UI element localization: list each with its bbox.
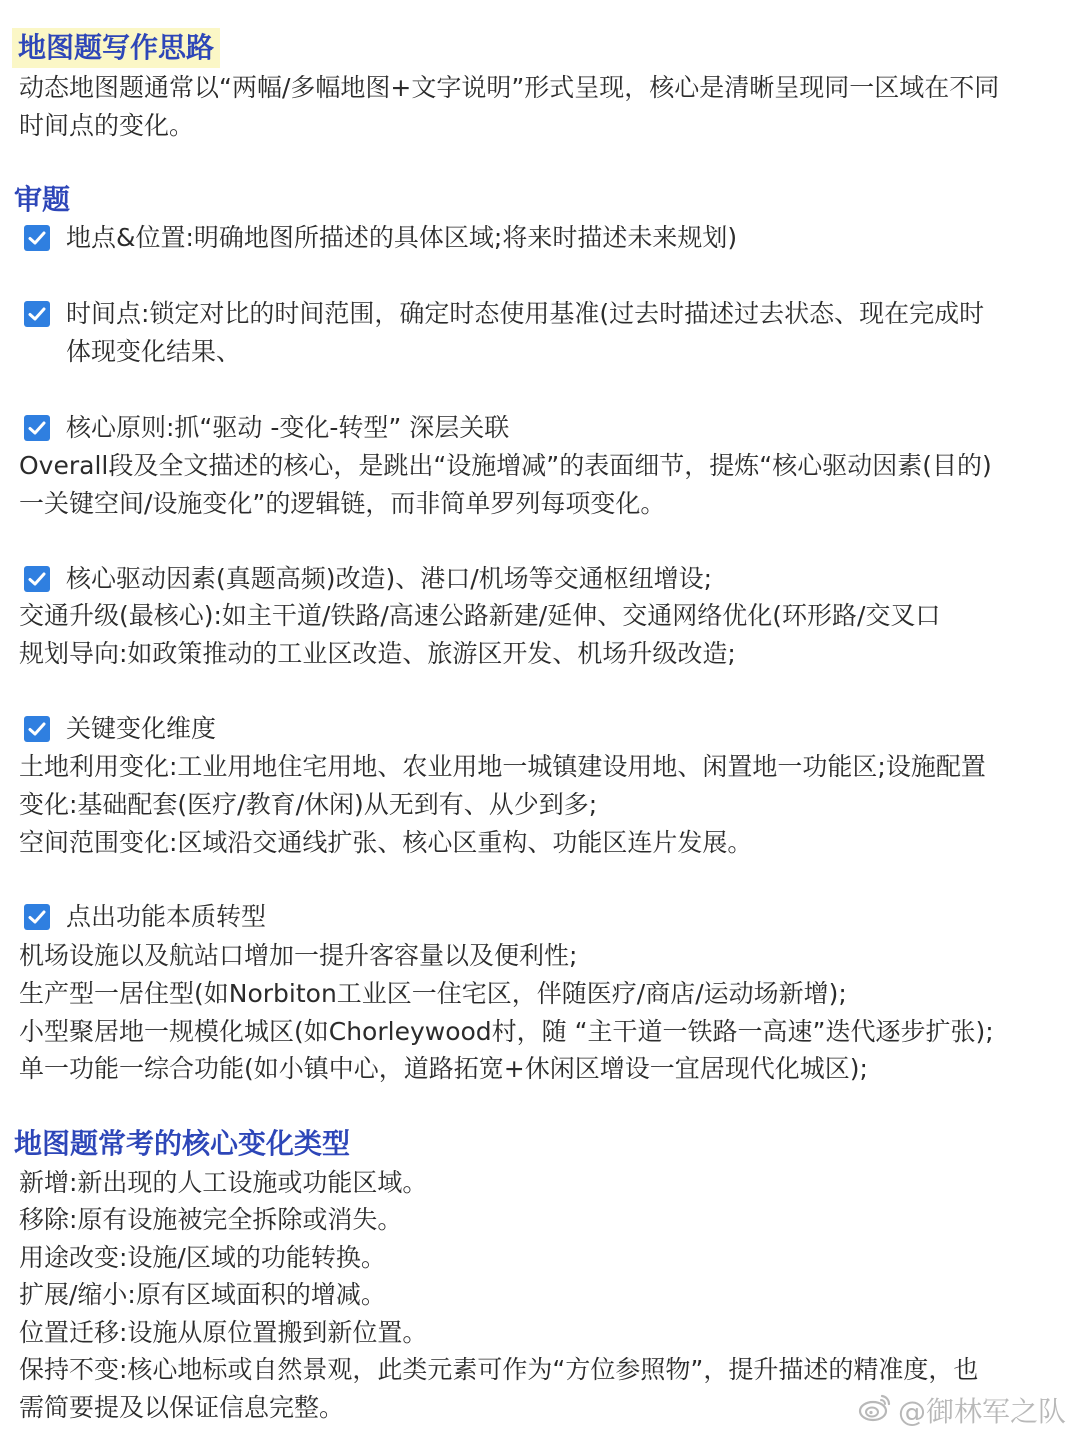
review-item-text-line: 单一功能一综合功能(如小镇中心，道路拓宽+休闲区增设一宜居现代化城区);: [19, 1054, 868, 1083]
checkbox-checked-icon: [24, 566, 50, 592]
intro-line-1: 动态地图题通常以“两幅/多幅地图+文字说明”形式呈现，核心是清晰呈现同一区域在不同: [19, 73, 1000, 102]
review-item-text-line: 小型聚居地一规模化城区(如Chorleywood村，随 “主干道一铁路一高速”迭代逐步扩张);: [19, 1017, 994, 1046]
review-item-core-principle: [24, 409, 509, 447]
checkbox-checked-icon: [24, 225, 50, 251]
change-type-line: 需简要提及以保证信息完整。: [19, 1393, 345, 1422]
review-item-label: 核心原则:抓“驱动 -变化-转型” 深层关联: [66, 413, 510, 442]
page-title: 地图题写作思路: [12, 28, 220, 68]
review-item-label: 关键变化维度: [66, 714, 217, 743]
review-item-drivers: [24, 560, 712, 598]
review-item-text-line: 土地利用变化:工业用地住宅用地、农业用地一城镇建设用地、闲置地一功能区;设施配置: [19, 752, 986, 781]
change-type-line: 扩展/缩小:原有区域面积的增减。: [19, 1280, 386, 1309]
checkbox-checked-icon: [24, 301, 50, 327]
change-type-line: 用途改变:设施/区域的功能转换。: [19, 1243, 386, 1272]
intro-line-2: 时间点的变化。: [19, 111, 195, 140]
checkbox-checked-icon: [24, 904, 50, 930]
review-item-text-line: 一关键空间/设施变化”的逻辑链，而非简单罗列每项变化。: [19, 489, 666, 518]
change-type-line: 位置迁移:设施从原位置搬到新位置。: [19, 1318, 428, 1347]
review-item-dimensions: [24, 710, 216, 748]
watermark: [858, 1390, 1066, 1430]
review-item-text-line: 生产型一居住型(如Norbiton工业区一住宅区，伴随医疗/商店/运动场新增);: [19, 979, 847, 1008]
checkbox-checked-icon: [24, 716, 50, 742]
watermark-text: @御林军之队: [897, 1395, 1066, 1428]
change-type-line: 新增:新出现的人工设施或功能区域。: [19, 1168, 428, 1197]
review-item-text-line: 变化:基础配套(医疗/教育/休闲)从无到有、从少到多;: [19, 790, 598, 819]
review-item-text-line: 规划导向:如政策推动的工业区改造、旅游区开发、机场升级改造;: [19, 639, 736, 668]
review-item-text-line: 交通升级(最核心):如主干道/铁路/高速公路新建/延伸、交通网络优化(环形路/交叉口: [19, 601, 941, 630]
review-item-label: 时间点:锁定对比的时间范围，确定时态使用基准(过去时描述过去状态、现在完成时: [66, 299, 985, 328]
review-item-label: 地点&位置:明确地图所描述的具体区域;将来时描述未来规划): [66, 223, 738, 252]
review-item-function-transform: [24, 898, 266, 936]
weibo-icon: [858, 1392, 898, 1429]
change-type-line: 保持不变:核心地标或自然景观，此类元素可作为“方位参照物”，提升描述的精准度，也: [19, 1355, 979, 1384]
review-item-text-line: 机场设施以及航站口增加一提升客容量以及便利性;: [19, 941, 578, 970]
review-item-time: [24, 295, 984, 333]
section-heading-change-types: 地图题常考的核心变化类型: [14, 1127, 351, 1160]
change-type-line: 移除:原有设施被完全拆除或消失。: [19, 1205, 403, 1234]
section-heading-review: 审题: [14, 183, 71, 216]
checkbox-checked-icon: [24, 415, 50, 441]
review-item-text-line: 空间范围变化:区域沿交通线扩张、核心区重构、功能区连片发展。: [19, 828, 753, 857]
review-item-label: 核心驱动因素(真题高频)改造)、港口/机场等交通枢纽增设;: [66, 564, 713, 593]
review-item-text-line: 体现变化结果、: [66, 337, 242, 366]
review-item-label: 点出功能本质转型: [66, 902, 267, 931]
review-item-location: [24, 219, 737, 257]
review-item-text-line: Overall段及全文描述的核心，是跳出“设施增减”的表面细节，提炼“核心驱动因素(目的): [19, 451, 992, 480]
